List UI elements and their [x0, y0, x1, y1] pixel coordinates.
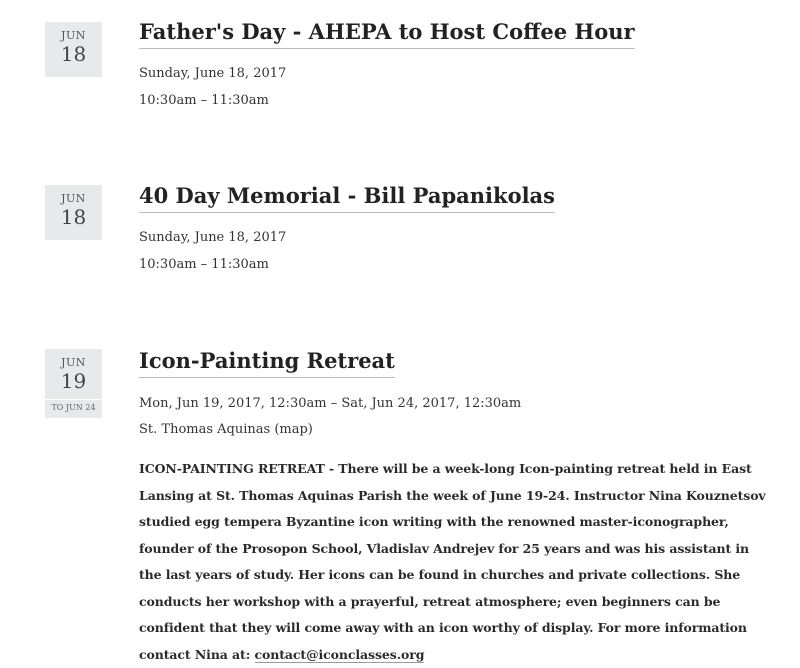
event-location — [139, 421, 313, 439]
event-title-link[interactable]: 40 Day Memorial - Bill Papanikolas — [139, 183, 555, 213]
event-month: JUN — [61, 192, 86, 205]
event-month: JUN — [61, 29, 86, 42]
event-month: JUN — [61, 356, 86, 369]
map-link[interactable]: (map) — [274, 422, 313, 437]
event-day: 18 — [60, 42, 87, 66]
event-date-badge — [45, 22, 102, 77]
event-date: Sunday, June 18, 2017 — [139, 230, 287, 245]
event-location-name: St. Thomas Aquinas — [139, 422, 271, 437]
event-date: Sunday, June 18, 2017 — [139, 66, 287, 81]
event-title-link[interactable]: Father's Day - AHEPA to Host Coffee Hour — [139, 19, 635, 49]
event-date-badge — [45, 349, 102, 418]
event-date-badge — [45, 185, 102, 240]
event-title-link[interactable]: Icon-Painting Retreat — [139, 348, 395, 378]
event-day: 19 — [60, 369, 87, 393]
event-end-date: TO JUN 24 — [45, 399, 102, 418]
event-description — [139, 456, 775, 668]
event-date-range: Mon, Jun 19, 2017, 12:30am – Sat, Jun 24, 2017, 12:30am — [139, 396, 522, 411]
event-day: 18 — [60, 205, 87, 229]
event-description-text: ICON-PAINTING RETREAT - There will be a week-long Icon-painting retreat held in East Lansing at St. Thomas Aquinas Parish the week of June 19-24. Instructor Nina Kouznetsov studied egg tempera Byzantine icon writing with the renowned master-iconographer, founder of the Prosopon School, Vladislav Andrejev for 25 years and was his assistant in the last years of study. Her icons can be found in churches and private collections. She conducts her workshop with a prayerful, retreat atmosphere; even beginners can be confident that they will come away with an icon worthy of display. For more information contact Nina at: — [139, 461, 766, 662]
contact-email-link[interactable]: contact@iconclasses.org — [254, 646, 425, 662]
event-time: 10:30am – 11:30am — [139, 257, 269, 272]
event-time: 10:30am – 11:30am — [139, 93, 269, 108]
